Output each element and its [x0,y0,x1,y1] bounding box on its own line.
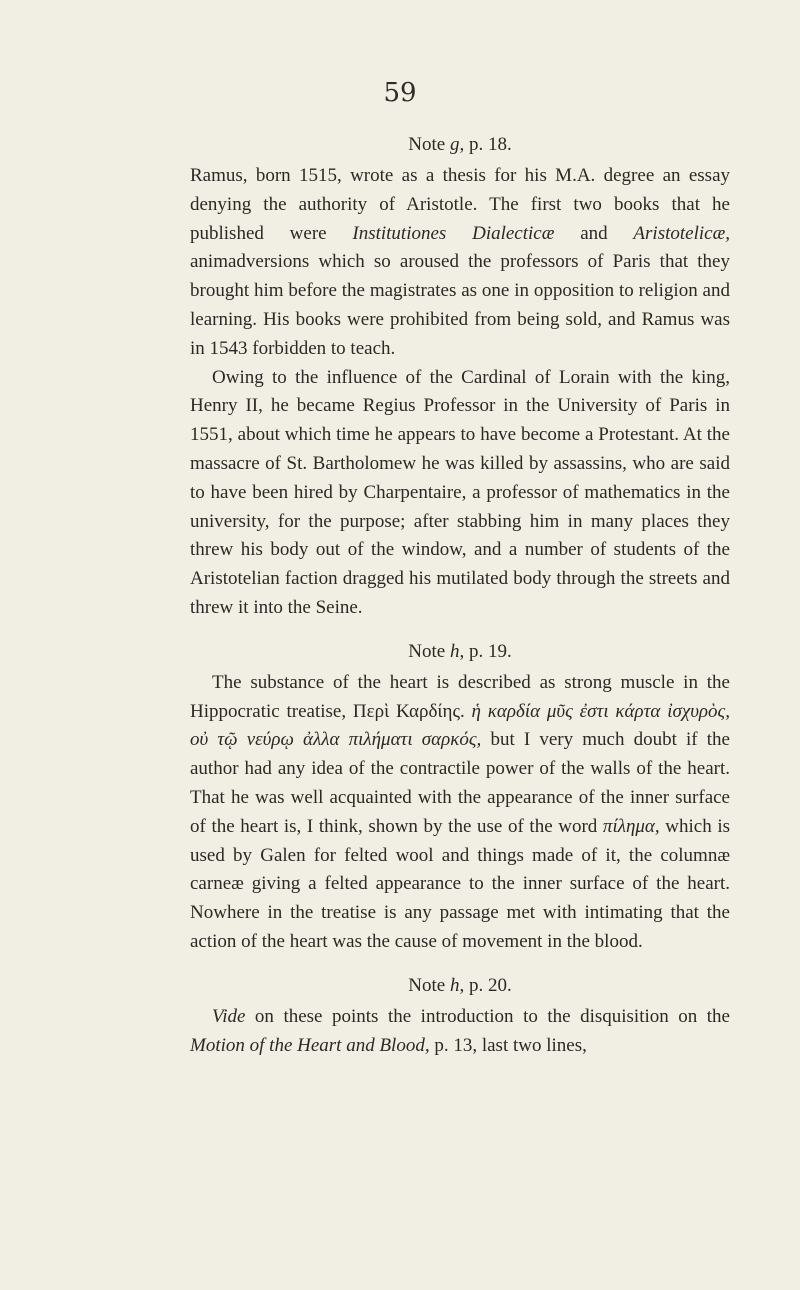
page-content [190,134,730,1060]
note-h2-heading [190,975,730,997]
page-number: 59 [383,78,417,108]
vide-word: Vide [212,1005,246,1027]
text-run: p. 13, last two lines, [429,1034,587,1056]
work-title: Motion of the Heart and Blood, [190,1034,430,1056]
note-heading-suffix: , p. 19. [459,640,512,662]
note-heading-letter: h [449,974,460,996]
note-heading-prefix: Note [408,134,450,155]
note-heading-suffix: , p. 18. [459,134,512,155]
note-heading-prefix: Note [408,640,450,662]
note-heading-prefix: Note [408,974,450,996]
text-run: on these points the introduction to the disquisition on the [245,1005,730,1027]
note-h2-paragraph [190,1003,730,1061]
text-run: The substance of the heart is described as strong muscle in the Hippocratic treatise, Περὶ Καρδίης. [190,671,730,722]
text-run: which is used by Galen for felted wool and things made of it, the columnæ carneæ giving a felted appearance to the inner surface of the heart. Nowhere in the treatise is any passage met with intimating that the action of the heart was the cause of movement in the blood. [190,815,730,952]
note-g-paragraph-1 [190,162,730,364]
note-heading-letter: g [449,134,460,155]
note-h-paragraph [190,669,730,957]
text-run: but I very much doubt if the author had any idea of the contractile power of the walls of the heart. That he was well acquainted with the appearance of the inner surface of the heart is, I think, shown by the use of the word [190,729,730,837]
book-title-dialecticae: Institutiones Dialecticæ [352,222,555,244]
book-title-aristotelicae: Aristotelicæ, [633,222,730,244]
note-g-paragraph-2: Owing to the influence of the Cardinal of Lorain with the king, Henry II, he became Regius Professor in the University of Paris in 1551, about which time he appears to have become a Protestant. At the massacre of St. Bartholomew he was killed by assassins, who are said to have been hired by Charpentaire, a professor of mathematics in the university, for the purpose; after stabbing him in many places they threw his body out of the window, and a number of students of the Aristotelian faction dragged his mutilated body through the streets and threw it into the Seine. [190,366,730,618]
text-run: Ramus, born 1515, wrote as a thesis for his M.A. degree an essay denying the authority of Aristotle. The first two books that he published were [190,165,730,244]
greek-quotation: ἡ καρδία μῦς ἐστι κάρτα ἰσχυρὸς, οὐ τῷ νεύρῳ ἀλλα πιλήματι σαρκός, [190,700,731,751]
text-run: animadversions which so aroused the professors of Paris that they brought him before the magistrates as one in opposition to religion and learning. His books were prohibited from being sold, and Ramus was in 1543 forbidden to teach. [190,251,730,359]
note-g-heading [190,134,730,156]
note-h-heading [190,641,730,663]
note-heading-suffix: , p. 20. [459,974,512,996]
text-run: and [554,222,634,244]
note-heading-letter: h [449,640,460,662]
greek-word: πίλημα, [602,815,660,837]
